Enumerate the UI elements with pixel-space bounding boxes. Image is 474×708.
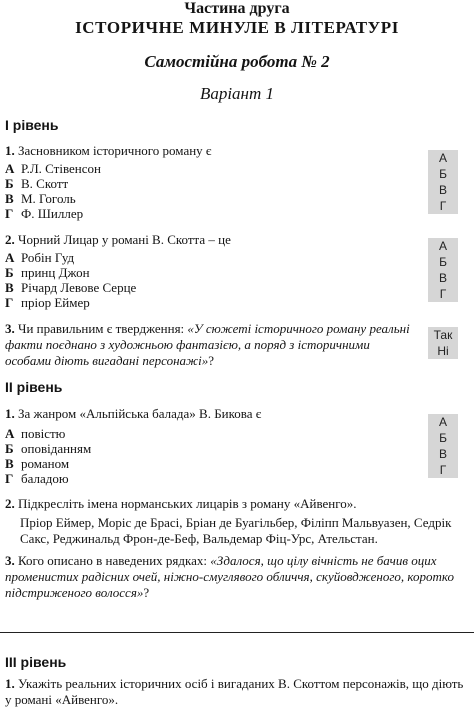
section-title: ІСТОРИЧНЕ МИНУЛЕ В ЛІТЕРАТУРІ [75,18,399,37]
question-1-3: 3. Чи правильним є твердження: «У сюжеті історичного роману реальні факти поєднано з художньою фантазією, а поряд з історичними особами діють вигадані персонажі»? [5,321,410,368]
level-1-heading: І рівень [5,117,59,133]
option: Г баладою [5,471,69,486]
option: В романом [5,456,70,471]
question-text: Засновником історичного роману є [18,143,212,158]
option: Б оповіданням [5,441,92,456]
answer-box-1-2[interactable]: А Б В Г [428,238,458,302]
option: А Робін Гуд [5,250,75,265]
knights-names: Пріор Еймер, Моріс де Брасі, Бріан де Буагільбер, Філіпп Мальвуазен, Седрік Сакс, Реджинальд Фрон-де-Беф, Вальдемар Фіц-Урс, Ательстан. [20,515,452,546]
part-title: Частина друга [184,0,290,17]
question-2-1: 1. За жанром «Альпійська балада» В. Бикова є [5,406,262,421]
answer-box-2-1[interactable]: А Б В Г [428,414,458,478]
section-divider [0,632,474,633]
question-3-1: 1. Укажіть реальних історичних осіб і вигаданих В. Скоттом персонажів, що діють у романі «Айвенго». [5,676,464,707]
question-2-2: 2. Підкресліть імена норманських лицарів з роману «Айвенго». [5,496,357,511]
option: А Р.Л. Стівенсон [5,161,101,176]
level-3-heading: ІІІ рівень [5,654,67,670]
answer-box-1-3[interactable]: Так Ні [428,327,458,359]
variant-title: Варіант 1 [199,84,275,103]
question-1-1 [5,143,415,159]
question-2-3: 3. Кого описано в наведених рядках: «Здалося, що цілу вічність не бачив оцих променистих радісних очей, ніжно-смуглявого обличчя, скуйовдженого, коротко підстриженого волосся»? [5,553,454,600]
question-number: 1. [5,143,15,158]
option: В Річард Левове Серце [5,280,137,295]
option: В М. Гоголь [5,191,76,206]
option: Б В. Скотт [5,176,69,191]
option: Г Ф. Шиллер [5,206,84,221]
question-1-2: 2. Чорний Лицар у романі В. Скотта – це [5,232,231,247]
option: А повістю [5,426,66,441]
option: Б принц Джон [5,265,90,280]
answer-box-1-1[interactable]: А Б В Г [428,150,458,214]
work-title: Самостійна робота № 2 [144,52,330,71]
option: Г пріор Еймер [5,295,90,310]
level-2-heading: ІІ рівень [5,379,63,395]
